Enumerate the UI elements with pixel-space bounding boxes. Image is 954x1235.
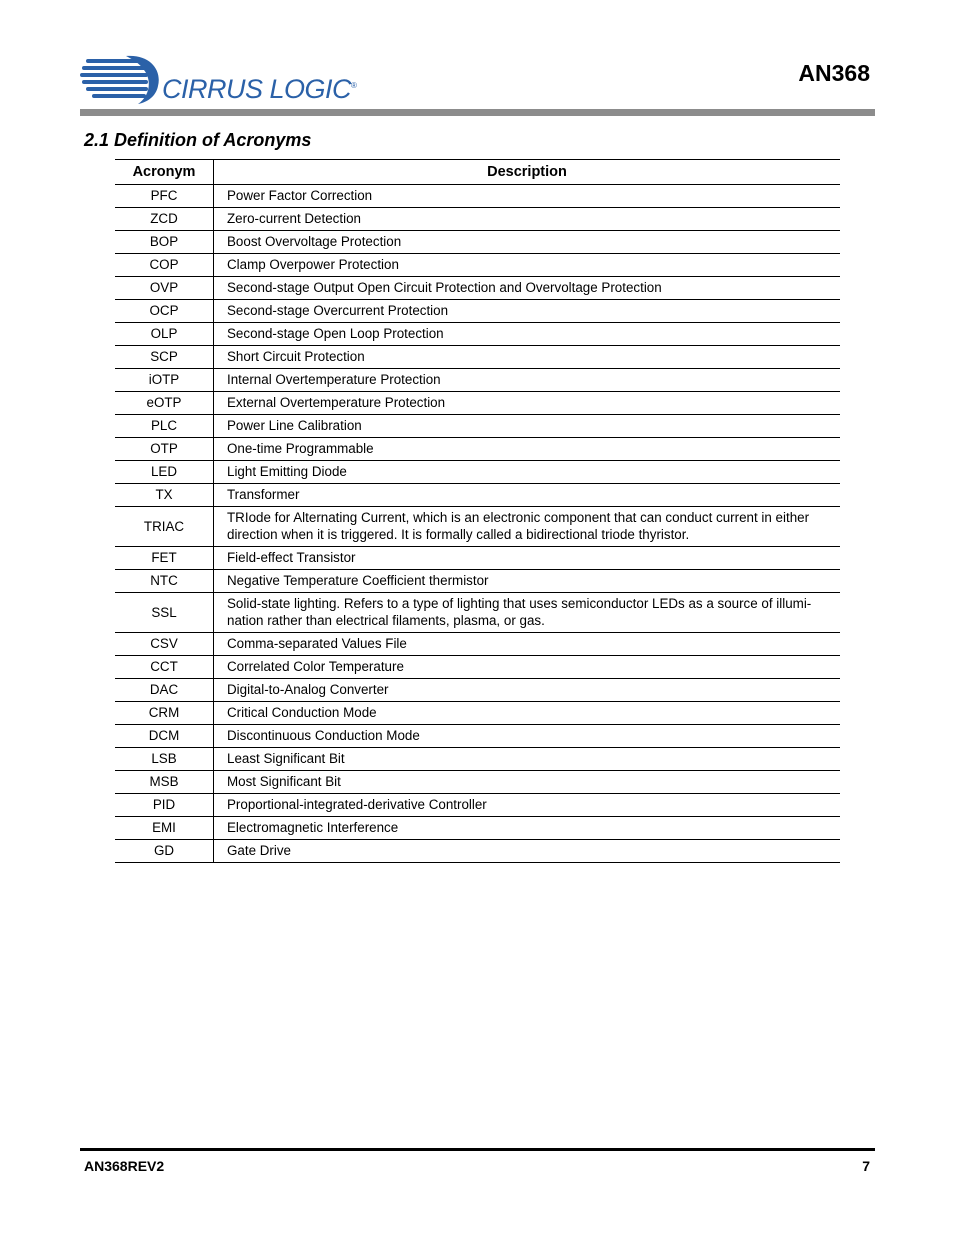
table-row [115, 438, 840, 461]
description-cell: Clamp Overpower Protection [214, 254, 841, 277]
acronym-cell: iOTP [115, 369, 214, 392]
header-divider [80, 109, 875, 116]
acronym-cell: PLC [115, 415, 214, 438]
table-row [115, 185, 840, 208]
acronym-cell: PFC [115, 185, 214, 208]
acronym-cell: SSL [115, 593, 214, 633]
table-row [115, 346, 840, 369]
acronym-cell: DCM [115, 725, 214, 748]
description-cell: Power Line Calibration [214, 415, 841, 438]
description-cell: Internal Overtemperature Protection [214, 369, 841, 392]
acronym-cell: TRIAC [115, 507, 214, 547]
footer-revision: AN368REV2 [84, 1158, 165, 1174]
description-cell: Critical Conduction Mode [214, 702, 841, 725]
acronym-cell: COP [115, 254, 214, 277]
table-row [115, 547, 840, 570]
acronym-cell: NTC [115, 570, 214, 593]
acronym-cell: FET [115, 547, 214, 570]
table-row [115, 633, 840, 656]
acronym-cell: LED [115, 461, 214, 484]
description-cell: Negative Temperature Coefficient thermistor [214, 570, 841, 593]
description-cell: Comma-separated Values File [214, 633, 841, 656]
description-cell: Solid-state lighting. Refers to a type of lighting that uses semiconductor LEDs as a source of illumi-nation rather than electrical filaments, plasma, or gas. [214, 593, 841, 633]
table-row [115, 300, 840, 323]
acronym-cell: CCT [115, 656, 214, 679]
acronym-cell: OVP [115, 277, 214, 300]
column-header-acronym: Acronym [115, 160, 214, 185]
description-cell: Boost Overvoltage Protection [214, 231, 841, 254]
table-row [115, 840, 840, 863]
description-cell: Digital-to-Analog Converter [214, 679, 841, 702]
description-cell: External Overtemperature Protection [214, 392, 841, 415]
description-cell: Transformer [214, 484, 841, 507]
description-cell: Second-stage Open Loop Protection [214, 323, 841, 346]
acronym-table [115, 159, 840, 863]
acronym-cell: EMI [115, 817, 214, 840]
table-row [115, 415, 840, 438]
description-cell: Most Significant Bit [214, 771, 841, 794]
table-row [115, 656, 840, 679]
table-row [115, 679, 840, 702]
description-cell: Discontinuous Conduction Mode [214, 725, 841, 748]
table-row [115, 208, 840, 231]
acronym-cell: OTP [115, 438, 214, 461]
description-cell: Zero-current Detection [214, 208, 841, 231]
description-cell: Electromagnetic Interference [214, 817, 841, 840]
acronym-table-body [115, 185, 840, 863]
table-row [115, 392, 840, 415]
table-row [115, 817, 840, 840]
table-row [115, 570, 840, 593]
table-row [115, 771, 840, 794]
table-row [115, 725, 840, 748]
description-cell: One-time Programmable [214, 438, 841, 461]
table-row [115, 507, 840, 547]
description-cell: Proportional-integrated-derivative Controller [214, 794, 841, 817]
description-cell: Short Circuit Protection [214, 346, 841, 369]
table-row [115, 484, 840, 507]
acronym-cell: LSB [115, 748, 214, 771]
description-cell: Field-effect Transistor [214, 547, 841, 570]
document-id: AN368 [798, 60, 870, 86]
acronym-cell: DAC [115, 679, 214, 702]
acronym-cell: PID [115, 794, 214, 817]
brand-name: CIRRUS LOGIC [162, 74, 352, 104]
description-cell: Second-stage Overcurrent Protection [214, 300, 841, 323]
table-row [115, 461, 840, 484]
table-row [115, 254, 840, 277]
page-number: 7 [862, 1158, 870, 1174]
acronym-cell: CRM [115, 702, 214, 725]
table-row [115, 323, 840, 346]
acronym-cell: GD [115, 840, 214, 863]
acronym-cell: SCP [115, 346, 214, 369]
table-row [115, 369, 840, 392]
cirrus-swoosh-icon [80, 52, 160, 108]
registered-mark: ® [351, 81, 357, 90]
description-cell: Correlated Color Temperature [214, 656, 841, 679]
footer-divider [80, 1148, 875, 1151]
description-cell: Light Emitting Diode [214, 461, 841, 484]
acronym-cell: BOP [115, 231, 214, 254]
cirrus-logic-logo [80, 52, 370, 108]
table-row [115, 702, 840, 725]
acronym-cell: MSB [115, 771, 214, 794]
section-title: 2.1 Definition of Acronyms [84, 130, 312, 150]
acronym-cell: eOTP [115, 392, 214, 415]
table-row [115, 748, 840, 771]
description-cell: Power Factor Correction [214, 185, 841, 208]
table-row [115, 593, 840, 633]
acronym-cell: OCP [115, 300, 214, 323]
table-row [115, 277, 840, 300]
description-cell: Gate Drive [214, 840, 841, 863]
description-cell: Second-stage Output Open Circuit Protection and Overvoltage Protection [214, 277, 841, 300]
acronym-cell: CSV [115, 633, 214, 656]
table-row [115, 794, 840, 817]
acronym-cell: TX [115, 484, 214, 507]
table-header-row [115, 160, 840, 185]
column-header-description: Description [214, 160, 841, 185]
table-row [115, 231, 840, 254]
description-cell: Least Significant Bit [214, 748, 841, 771]
acronym-cell: OLP [115, 323, 214, 346]
acronym-cell: ZCD [115, 208, 214, 231]
description-cell: TRIode for Alternating Current, which is an electronic component that can conduct current in either direction when it is triggered. It is formally called a bidirectional triode thyristor. [214, 507, 841, 547]
